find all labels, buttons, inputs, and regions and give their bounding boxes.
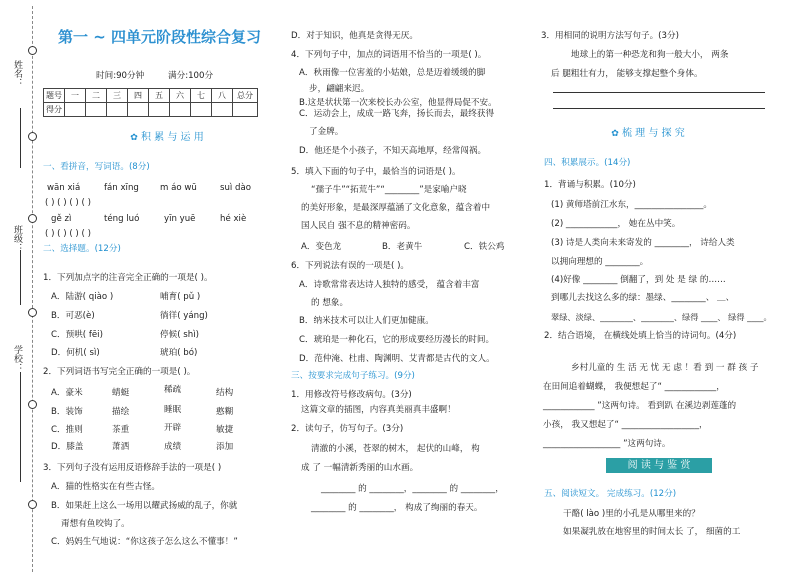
section-banner <box>122 130 212 146</box>
answer-line[interactable] <box>553 92 765 93</box>
option[interactable]: B．纳米技术可以让人们更加健康。 <box>299 316 434 326</box>
option[interactable]: A．变色龙 <box>301 242 342 252</box>
fill-blank[interactable]: 以拥向理想的 ________。 <box>551 257 649 267</box>
fill-blank[interactable]: (2) ____________， 她在丛中笑。 <box>551 219 681 229</box>
option[interactable]: A．诗歌常常表达诗人独特的感受， 蕴含着丰富 <box>299 280 480 290</box>
table-row <box>44 89 258 103</box>
reading-text: 干酪( lào )里的小孔是从哪里来的？ <box>563 509 700 519</box>
pinyin: m áo wū <box>160 183 197 193</box>
option[interactable]: A．陆游( qiào ) <box>51 292 114 302</box>
question-text: 后 腿粗壮有力， 能够支撑起整个身体。 <box>551 69 703 79</box>
table-cell: 总分 <box>233 89 258 103</box>
option[interactable]: C．运动会上，成成一路飞奔，扬长而去，最终获得 <box>299 109 495 119</box>
section-heading: 五、阅读短文。 完成练习。(12分) <box>544 489 677 499</box>
question: 1．下列加点字的注音完全正确的一项是( )。 <box>43 273 213 283</box>
name-line <box>20 108 21 168</box>
pinyin: fán xīng <box>104 183 139 193</box>
binding-strip <box>0 0 44 580</box>
option-word: 萧洒 <box>112 442 130 452</box>
score-cell[interactable] <box>191 103 212 117</box>
option-word: 描绘 <box>112 407 130 417</box>
cut-line <box>32 6 33 572</box>
school-label: 学校： <box>12 345 22 372</box>
score-cell[interactable] <box>212 103 233 117</box>
school-line <box>20 372 21 482</box>
question-text: 清澈的小溪，苍翠的树木， 起伏的山峰， 构 <box>311 444 480 454</box>
table-cell: 三 <box>107 89 128 103</box>
pinyin: yīn yuē <box>164 214 196 224</box>
pinyin: téng luó <box>104 214 140 224</box>
pinyin: suì dào <box>220 183 252 193</box>
option-word: 成绩 <box>164 442 182 452</box>
option[interactable]: B．可恶(è) <box>51 311 95 321</box>
section-heading: 二、选择题。(12分) <box>43 244 121 254</box>
score-cell[interactable] <box>128 103 149 117</box>
option[interactable]: D．何机( sì) <box>51 348 100 358</box>
option[interactable]: C．妈妈生气地说：“你这孩子怎么这么不懂事！” <box>51 537 238 547</box>
option[interactable]: C．预哄( fēi) <box>51 330 103 340</box>
binding-hole <box>28 400 37 409</box>
option-word: 开辟 <box>164 423 182 433</box>
reading-text: 如果凝乳放在地窖里的时间太长 了， 细菌的工 <box>563 527 741 537</box>
name-label: 姓名： <box>12 60 22 87</box>
option[interactable]: B．装饰 <box>51 407 83 417</box>
score-table <box>43 88 258 117</box>
option[interactable]: D．对于知识，他真是贪得无厌。 <box>291 31 418 41</box>
binding-hole <box>28 500 37 509</box>
question: 1．背诵与积累。(10分) <box>544 180 636 190</box>
question: 2．结合语境， 在横线处填上恰当的诗词句。(4分) <box>544 331 737 341</box>
question-text: “孺子牛”“拓荒牛”“________”是家喻户晓 <box>311 185 467 195</box>
question-text: 乡村儿童的 生 活 无 忧 无 虑 ！看 到 一 群 孩 子 <box>571 363 759 373</box>
option[interactable]: B．老黄牛 <box>382 242 423 252</box>
binding-hole <box>28 214 37 223</box>
section-heading: 四、积累展示。(14分) <box>544 158 631 168</box>
question-text: 成 了 一幅清新秀丽的山水画。 <box>301 463 419 473</box>
table-cell: 五 <box>149 89 170 103</box>
fill-blank[interactable]: ________ 的 ________，________ 的 ________， <box>321 484 504 494</box>
exam-full-score: 满分:100分 <box>168 71 214 81</box>
banner-label: 积 累 与 运 用 <box>141 132 204 143</box>
option-word: 蜻蜓 <box>112 388 130 398</box>
question: 3．下列句子没有运用反语修辞手法的一项是( ) <box>43 463 222 473</box>
option-continuation: 步，翩翩来迟。 <box>309 84 370 94</box>
question: 6．下列说法有误的一项是( )。 <box>291 261 410 271</box>
option[interactable]: 停候( shì) <box>160 330 199 340</box>
table-cell: 八 <box>212 89 233 103</box>
binding-hole <box>28 308 37 317</box>
option-word: 睡眠 <box>164 405 182 415</box>
score-cell[interactable] <box>170 103 191 117</box>
question: 2．读句子，仿写句子。(3分) <box>291 424 404 434</box>
fill-blank[interactable]: (4)好像 ________ 倒翻了，到 处 是 绿 的…… <box>551 275 726 285</box>
question-text: 这篇文章的插图，内容真美丽真丰盛啊！ <box>301 405 456 415</box>
banner-label: 梳 理 与 探 究 <box>622 128 685 139</box>
table-cell: 得分 <box>44 103 65 117</box>
option[interactable]: C．推则 <box>51 425 83 435</box>
option[interactable]: 琥珀( bó) <box>160 348 198 358</box>
score-cell[interactable] <box>233 103 258 117</box>
option[interactable]: B．如果赶上这么一场用以耀武扬威的乱子，你就 <box>51 501 238 511</box>
binding-hole <box>28 132 37 141</box>
table-cell: 二 <box>86 89 107 103</box>
question: 4．下列句子中，加点的词语用不恰当的一项是( )。 <box>291 50 487 60</box>
pinyin: hé xiè <box>220 214 247 224</box>
option[interactable]: B.这是状状第一次来校长办公室，他显得局促不安。 <box>299 98 497 108</box>
option-word: 结构 <box>216 388 234 398</box>
binding-hole <box>28 46 37 55</box>
option[interactable]: C．铁公鸡 <box>464 242 505 252</box>
option[interactable]: 哺育( pǔ ) <box>160 292 201 302</box>
table-cell: 四 <box>128 89 149 103</box>
question: 1．用修改符号修改病句。(3分) <box>291 390 412 400</box>
fill-blank[interactable]: 在田间追着蝴蝶， 我便想起了“ ____________， <box>543 382 725 392</box>
option-word: 茶重 <box>112 425 130 435</box>
answer-brackets[interactable]: ( ) ( ) ( ) ( ) <box>45 229 91 239</box>
option[interactable]: D．他还是个小孩子，不知天高地厚，经常闯祸。 <box>299 146 487 156</box>
question: 5．填入下面的句子中，最恰当的词语是( )。 <box>291 167 461 177</box>
page-title: 第一 ~ 四单元阶段性综合复习 <box>58 28 262 46</box>
option-word: 敏捷 <box>216 425 234 435</box>
section-banner <box>603 126 693 142</box>
section-banner: 阅 读 与 鉴 赏 <box>606 458 712 473</box>
option[interactable]: 徜徉( yáng) <box>160 311 208 321</box>
question-text: 的美好形象，是最深厚蕴涵了文化意象，蕴含着中 <box>301 203 491 213</box>
fill-blank[interactable]: (3) 诗是人类向未来寄发的 ________， 诗给人类 <box>551 238 735 248</box>
flower-icon: ✿ <box>611 129 619 139</box>
option[interactable]: A．猫的性格实在有些古怪。 <box>51 482 161 492</box>
score-cell[interactable] <box>65 103 86 117</box>
exam-time: 时间:90分钟 <box>96 71 145 81</box>
fill-blank[interactable]: (1) 黄师塔前江水东，________________。 <box>551 200 712 210</box>
question-text: 国人民自 强不息的精神密码。 <box>301 221 416 231</box>
pinyin: wān xiá <box>47 183 81 193</box>
fill-blank[interactable]: ____________ ”这两句诗。 看到趴 在溪边剥莲蓬的 <box>543 401 737 411</box>
question: 3．用相同的说明方法写句子。(3分) <box>541 31 679 41</box>
score-cell[interactable] <box>107 103 128 117</box>
table-cell: 一 <box>65 89 86 103</box>
fill-blank[interactable]: ________ 的 ________， 构成了绚丽的春天。 <box>311 503 483 513</box>
question: 2．下列词语书写完全正确的一项是( )。 <box>43 367 196 377</box>
section-heading: 一、看拼音，写词语。(8分) <box>43 162 150 172</box>
section-heading: 三、按要求完成句子练习。(9分) <box>291 371 415 381</box>
option[interactable]: A．豪米 <box>51 388 83 398</box>
answer-brackets[interactable]: ( ) ( ) ( ) ( ) <box>45 198 91 208</box>
flower-icon: ✿ <box>130 133 138 143</box>
option[interactable]: A．秋雨像一位害羞的小姑娘，总是迈着缓缓的脚 <box>299 68 486 78</box>
fill-blank[interactable]: 小孩， 我又想起了“ __________________， <box>543 420 708 430</box>
option-word: 稀疏 <box>164 385 182 395</box>
option-word: 憨糊 <box>216 407 234 417</box>
option-continuation: 甭想有鱼咬钩了。 <box>61 519 130 529</box>
option[interactable]: D．膝盖 <box>51 442 84 452</box>
class-label: 班级： <box>12 225 22 252</box>
option[interactable]: D．范仲淹、杜甫、陶渊明、艾青都是古代的文人。 <box>299 354 495 364</box>
fill-blank[interactable]: __________________ ”这两句诗。 <box>543 439 671 449</box>
table-cell: 题号 <box>44 89 65 103</box>
pinyin: gě zì <box>51 214 72 224</box>
score-cell[interactable] <box>149 103 170 117</box>
option-continuation: 的 想象。 <box>311 298 349 308</box>
option-continuation: 了金牌。 <box>309 127 344 137</box>
option-word: 添加 <box>216 442 234 452</box>
table-cell: 六 <box>170 89 191 103</box>
answer-line[interactable] <box>553 108 765 109</box>
score-cell[interactable] <box>86 103 107 117</box>
fill-blank[interactable]: 翠绿、淡绿、________、________、绿得 ____、 绿得 ____。 <box>551 312 772 322</box>
option[interactable]: C．琥珀是一种化石，它的形成要经历漫长的时间。 <box>299 335 495 345</box>
fill-blank[interactable]: 到哪儿去找这么多的绿：墨绿、________、 ＿、 <box>551 293 735 303</box>
class-line <box>20 250 21 305</box>
table-row <box>44 103 258 117</box>
question-text: 地球上的第一种恐龙和狗一般大小， 两条 <box>571 50 729 60</box>
table-cell: 七 <box>191 89 212 103</box>
